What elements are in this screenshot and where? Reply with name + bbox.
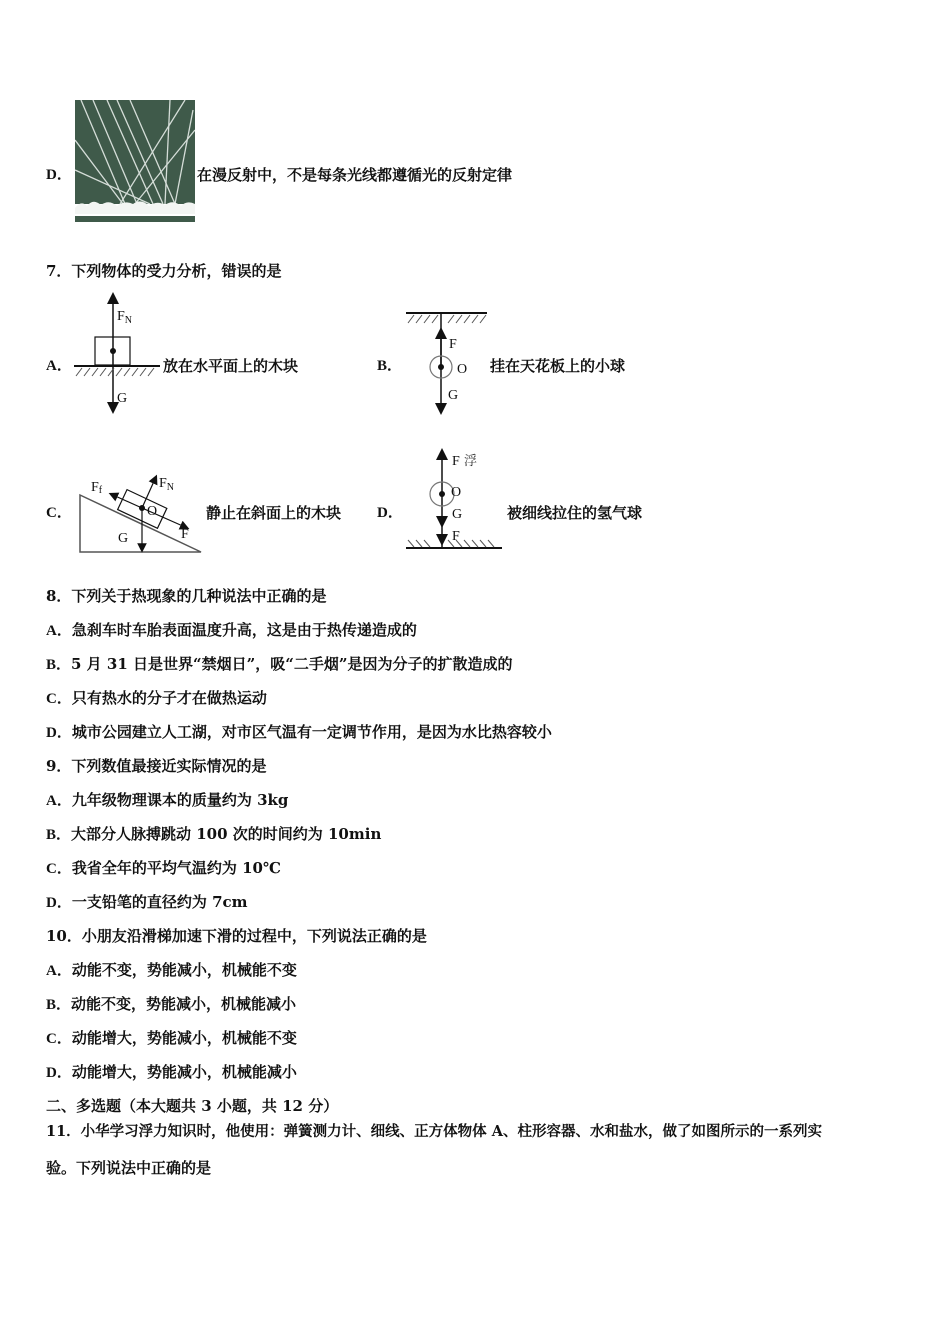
q7-option-c-label: C． bbox=[46, 505, 72, 521]
svg-text:F: F bbox=[452, 454, 460, 469]
svg-text:O: O bbox=[147, 504, 158, 519]
q7-option-b-text: 挂在天花板上的小球 bbox=[490, 357, 626, 375]
q7-option-a-label: A． bbox=[46, 358, 72, 374]
q7-figure-b-ball-on-ceiling bbox=[402, 305, 492, 415]
svg-text:G: G bbox=[452, 507, 463, 522]
svg-text:O: O bbox=[451, 485, 462, 500]
svg-text:F: F bbox=[449, 337, 457, 352]
q8-option-c: C．只有热水的分子才在做热运动 bbox=[46, 689, 267, 707]
q10-option-c: C．动能增大，势能减小，机械能不变 bbox=[46, 1029, 297, 1047]
force-label-g: G bbox=[117, 391, 128, 406]
q7-figure-a-block-on-floor bbox=[70, 290, 165, 415]
q7-option-c-text: 静止在斜面上的木块 bbox=[206, 504, 342, 522]
question-8-stem: 8．下列关于热现象的几种说法中正确的是 bbox=[46, 587, 327, 605]
option-label: D． bbox=[46, 167, 72, 183]
question-7-stem: 7．下列物体的受力分析，错误的是 bbox=[46, 262, 282, 280]
q7-option-b-label: B． bbox=[377, 358, 403, 374]
svg-text:FN: $F_N$ bbox=[159, 476, 175, 493]
question-11-stem-line-1: 11．小华学习浮力知识时，他使用：弹簧测力计、细线、正方体物体 A、柱形容器、水和盐水，做了如图所示的一系列实 bbox=[46, 1123, 822, 1140]
q7-option-d-text: 被细线拉住的氢气球 bbox=[507, 504, 643, 522]
q8-option-a: A．急刹车时车胎表面温度升高，这是由于热传递造成的 bbox=[46, 621, 417, 639]
q9-option-a: A．九年级物理课本的质量约为 3kg bbox=[46, 791, 289, 809]
q7-figure-c-block-on-incline bbox=[75, 465, 205, 555]
q8-option-d: D．城市公园建立人工湖，对市区气温有一定调节作用，是因为水比热容较小 bbox=[46, 723, 552, 741]
q9-option-b: B．大部分人脉搏跳动 100 次的时间约为 10min bbox=[46, 825, 382, 843]
svg-text:F: F bbox=[181, 527, 189, 542]
q8-option-b: B．5 月 31 日是世界“禁烟日”，吸“二手烟”是因为分子的扩散造成的 bbox=[46, 655, 513, 673]
q9-option-c: C．我省全年的平均气温约为 10℃ bbox=[46, 859, 281, 877]
section-2-heading: 二、多选题（本大题共 3 小题，共 12 分） bbox=[46, 1097, 339, 1115]
question-10-stem: 10．小朋友沿滑梯加速下滑的过程中，下列说法正确的是 bbox=[46, 927, 427, 945]
q10-option-d: D．动能增大，势能减小，机械能减小 bbox=[46, 1063, 297, 1081]
q7-option-d-label: D． bbox=[377, 505, 403, 521]
q9-option-d: D．一支铅笔的直径约为 7cm bbox=[46, 893, 248, 911]
svg-text:Ff: Ff bbox=[91, 480, 103, 496]
svg-text:F: F bbox=[452, 529, 460, 544]
q10-option-a: A．动能不变，势能减小，机械能不变 bbox=[46, 961, 297, 979]
force-label-fn: $F_N$ bbox=[117, 309, 133, 326]
svg-text:G: G bbox=[118, 531, 129, 546]
q7-figure-d-hydrogen-balloon bbox=[402, 448, 507, 556]
diffuse-reflection-image bbox=[75, 100, 195, 224]
svg-text:G: G bbox=[448, 388, 459, 403]
question-9-stem: 9．下列数值最接近实际情况的是 bbox=[46, 757, 267, 775]
option-text: 在漫反射中，不是每条光线都遵循光的反射定律 bbox=[197, 166, 513, 184]
svg-text:浮: 浮 bbox=[464, 453, 478, 468]
q7-option-a-text: 放在水平面上的木块 bbox=[163, 357, 299, 375]
q10-option-b: B．动能不变，势能减小，机械能减小 bbox=[46, 995, 297, 1013]
question-11-stem-line-2: 验。下列说法中正确的是 bbox=[46, 1159, 212, 1177]
svg-text:O: O bbox=[457, 362, 468, 377]
